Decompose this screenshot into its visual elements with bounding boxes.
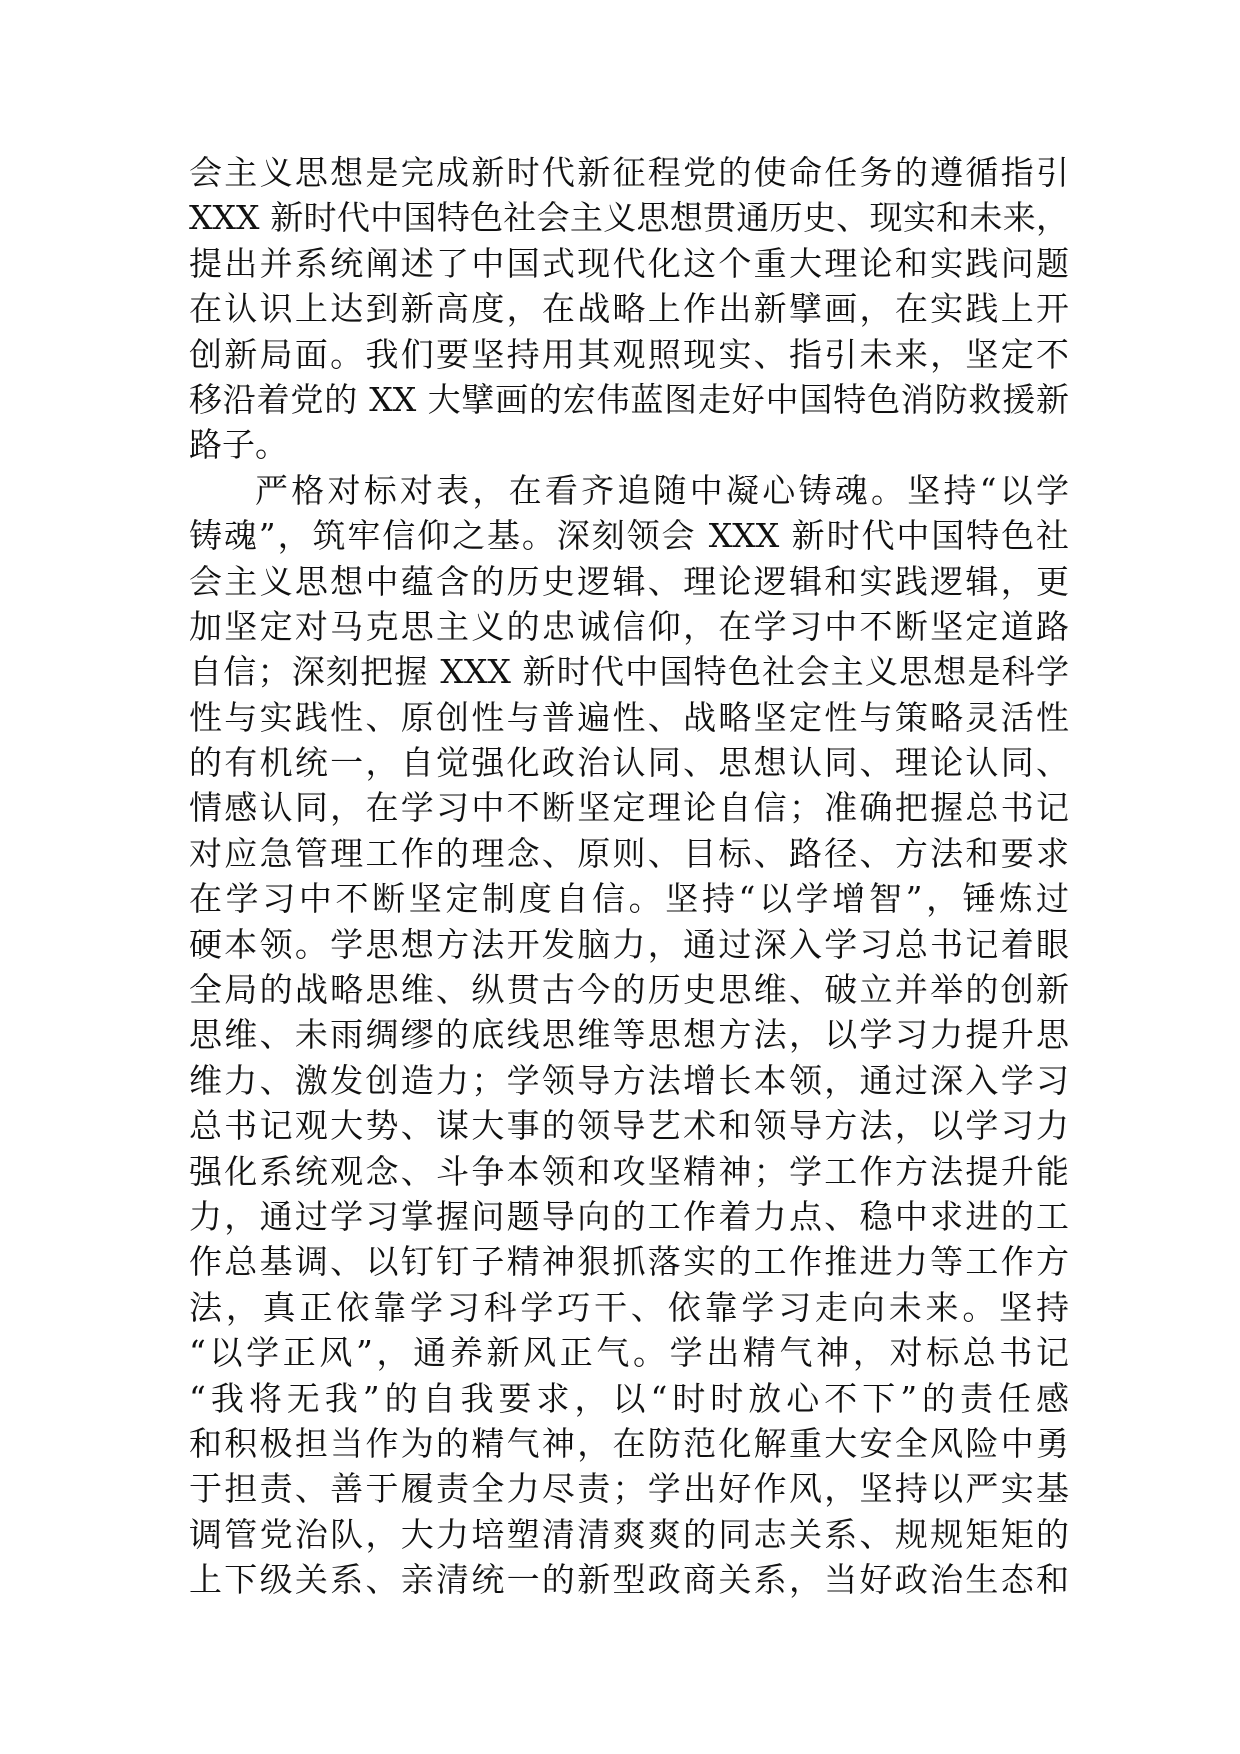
text-line: 全局的战略思维、纵贯古今的历史思维、破立并举的创新 [189, 970, 1069, 1010]
text-line: 强化系统观念、斗争本领和攻坚精神；学工作方法提升能 [189, 1151, 1069, 1191]
text-line: 力，通过学习掌握问题导向的工作着力点、稳中求进的工 [189, 1196, 1069, 1236]
text-line: 严格对标对表，在看齐追随中凝心铸魂。坚持“以学 [255, 470, 1069, 510]
text-line: 提出并系统阐述了中国式现代化这个重大理论和实践问题 [189, 243, 1069, 283]
text-line: 于担责、善于履责全力尽责；学出好作风，坚持以严实基 [189, 1469, 1069, 1509]
text-line: 思维、未雨绸缪的底线思维等思想方法，以学习力提升思 [189, 1015, 1069, 1055]
text-line: 创新局面。我们要坚持用其观照现实、指引未来，坚定不 [189, 334, 1069, 374]
text-line: “以学正风”，通养新风正气。学出精气神，对标总书记 [189, 1333, 1069, 1373]
paragraph-1 [189, 150, 1069, 468]
text-line: 情感认同，在学习中不断坚定理论自信；准确把握总书记 [189, 788, 1069, 828]
text-line: 法，真正依靠学习科学巧干、依靠学习走向未来。坚持 [189, 1287, 1069, 1327]
body-text [189, 150, 1069, 1603]
text-line: 在认识上达到新高度，在战略上作出新擘画，在实践上开 [189, 289, 1069, 329]
text-line: “我将无我”的自我要求，以“时时放心不下”的责任感 [189, 1378, 1069, 1418]
text-line: 上下级关系、亲清统一的新型政商关系，当好政治生态和 [189, 1560, 1069, 1600]
paragraph-2 [189, 468, 1069, 1603]
text-line: 自信；深刻把握 XXX 新时代中国特色社会主义思想是科学 [189, 652, 1069, 692]
text-line: 移沿着党的 XX 大擘画的宏伟蓝图走好中国特色消防救援新 [189, 379, 1069, 419]
text-line: 会主义思想中蕴含的历史逻辑、理论逻辑和实践逻辑，更 [189, 561, 1069, 601]
text-line: 对应急管理工作的理念、原则、目标、路径、方法和要求 [189, 833, 1069, 873]
text-line: 会主义思想是完成新时代新征程党的使命任务的遵循指引 [189, 153, 1069, 192]
text-line: 铸魂”，筑牢信仰之基。深刻领会 XXX 新时代中国特色社 [189, 516, 1069, 556]
text-line: XXX 新时代中国特色社会主义思想贯通历史、现实和未来， [189, 198, 1069, 238]
text-line: 路子。 [189, 425, 288, 465]
text-line: 作总基调、以钉钉子精神狠抓落实的工作推进力等工作方 [189, 1242, 1069, 1282]
text-line: 维力、激发创造力；学领导方法增长本领，通过深入学习 [189, 1060, 1069, 1100]
text-line: 硬本领。学思想方法开发脑力，通过深入学习总书记着眼 [189, 924, 1069, 964]
text-line: 调管党治队，大力培塑清清爽爽的同志关系、规规矩矩的 [189, 1514, 1069, 1554]
text-line: 在学习中不断坚定制度自信。坚持“以学增智”，锤炼过 [189, 879, 1069, 919]
text-line: 的有机统一，自觉强化政治认同、思想认同、理论认同、 [189, 743, 1069, 783]
text-line: 和积极担当作为的精气神，在防范化解重大安全风险中勇 [189, 1423, 1069, 1463]
text-line: 性与实践性、原创性与普遍性、战略坚定性与策略灵活性 [189, 697, 1069, 737]
text-line: 总书记观大势、谋大事的领导艺术和领导方法，以学习力 [189, 1106, 1069, 1146]
text-line: 加坚定对马克思主义的忠诚信仰，在学习中不断坚定道路 [189, 606, 1069, 646]
